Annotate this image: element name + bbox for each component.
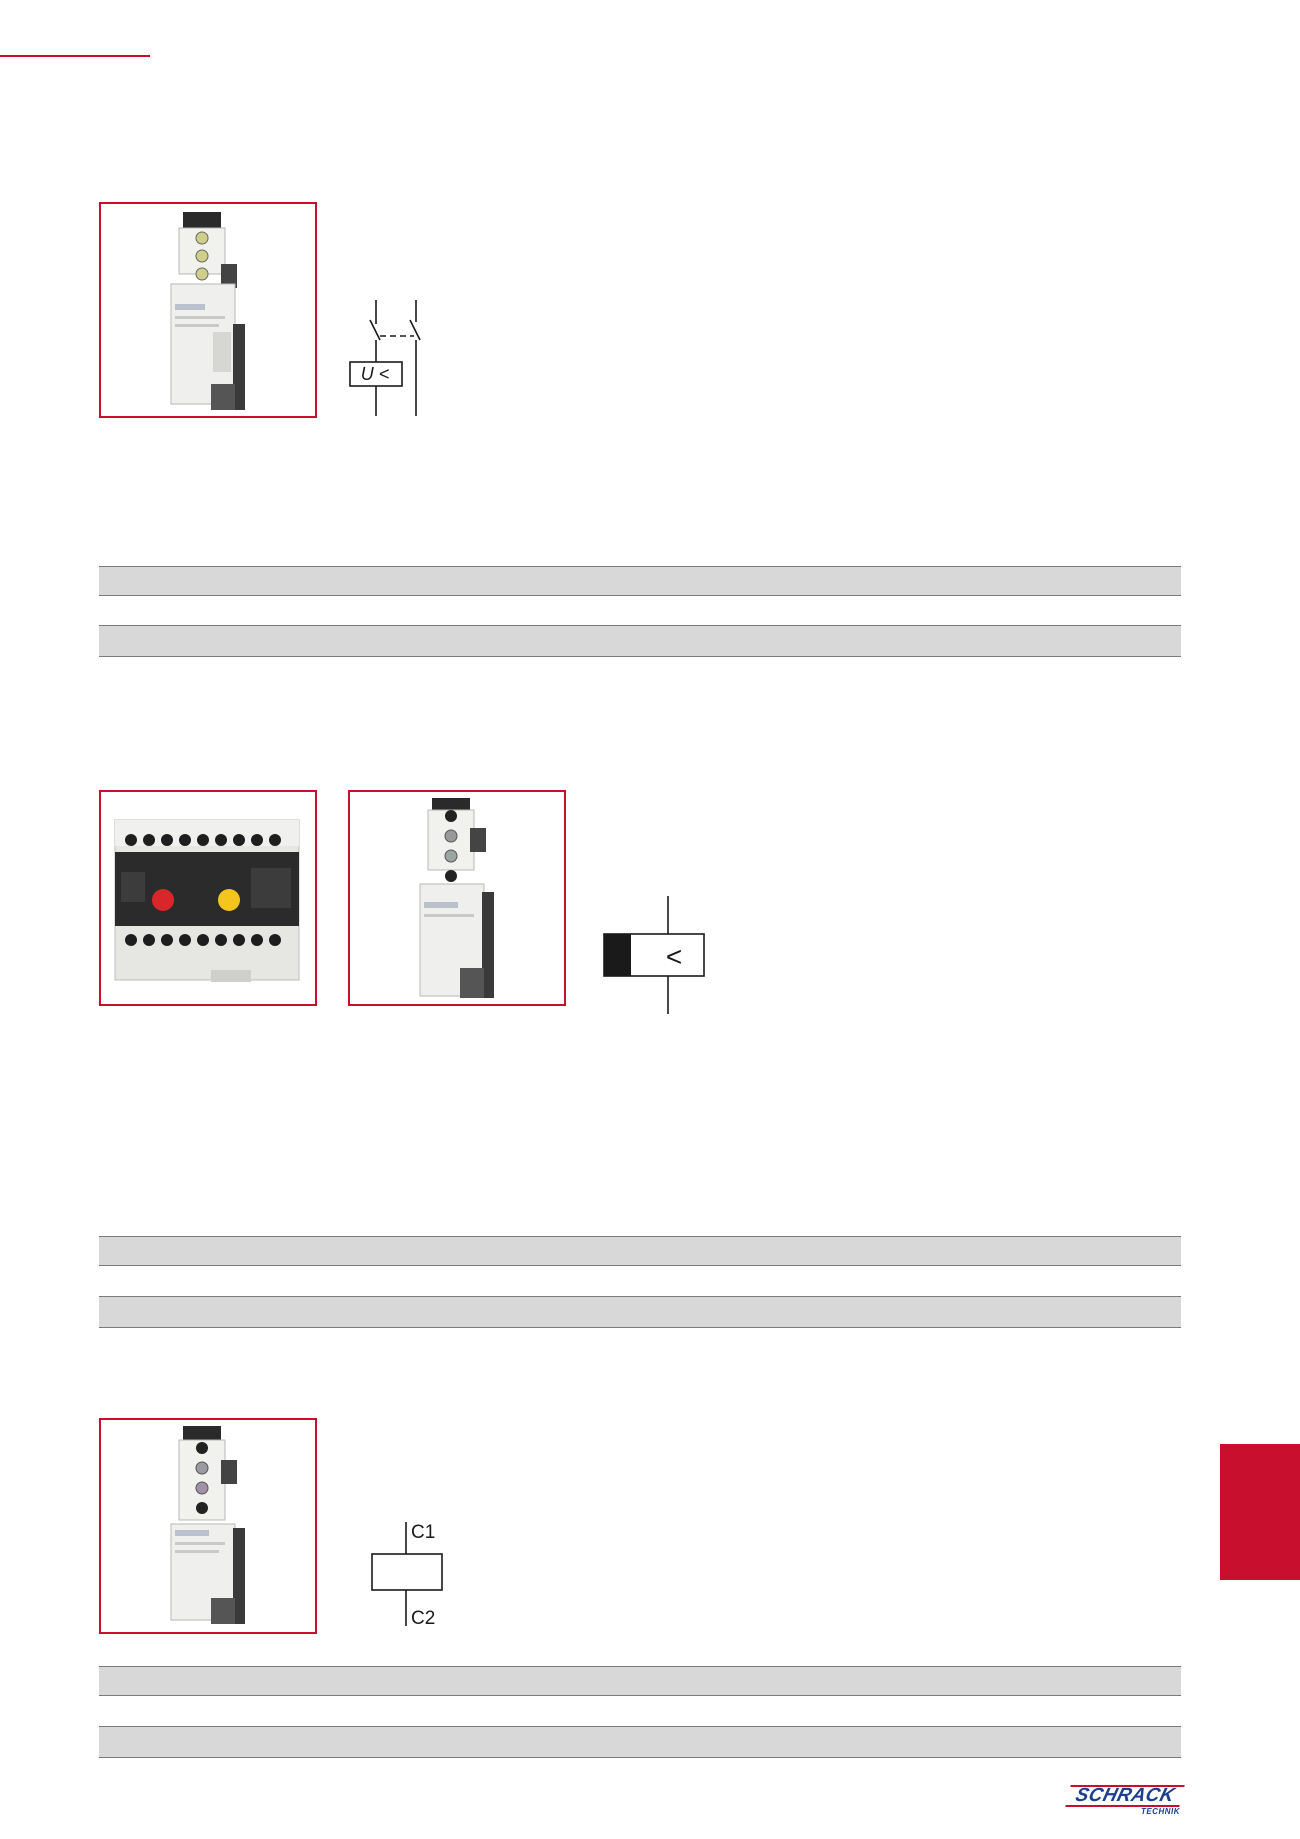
table-header-stripe xyxy=(99,1726,1181,1758)
schrack-logo xyxy=(1068,1785,1182,1819)
terminal-label-top: C1 xyxy=(411,1522,436,1543)
module-photo xyxy=(350,792,564,1004)
brand-name: SCHRACK xyxy=(1065,1785,1184,1807)
terminal-label-bottom: C2 xyxy=(411,1608,436,1629)
table-header-stripe xyxy=(99,1666,1181,1696)
shunt-release-coil-symbol xyxy=(364,1516,474,1636)
module-photo xyxy=(101,204,315,416)
table-header-stripe xyxy=(99,566,1181,596)
symbol-label: U < xyxy=(360,364,390,384)
time-delay-symbol xyxy=(602,894,712,1016)
product-image-undervoltage-release-2 xyxy=(348,790,566,1006)
product-image-time-delay-unit xyxy=(99,790,317,1006)
product-image-shunt-release xyxy=(99,1418,317,1634)
product-image-undervoltage-release xyxy=(99,202,317,418)
header-accent-line xyxy=(0,55,150,57)
module-photo xyxy=(101,1420,315,1632)
table-header-stripe xyxy=(99,1296,1181,1328)
table-header-stripe xyxy=(99,1236,1181,1266)
module-photo xyxy=(101,792,315,1004)
chapter-tab[interactable] xyxy=(1220,1444,1300,1580)
brand-subtitle: TECHNIK xyxy=(1140,1807,1180,1816)
table-header-stripe xyxy=(99,625,1181,657)
symbol-label: < xyxy=(665,941,683,972)
undervoltage-release-symbol xyxy=(340,296,440,420)
